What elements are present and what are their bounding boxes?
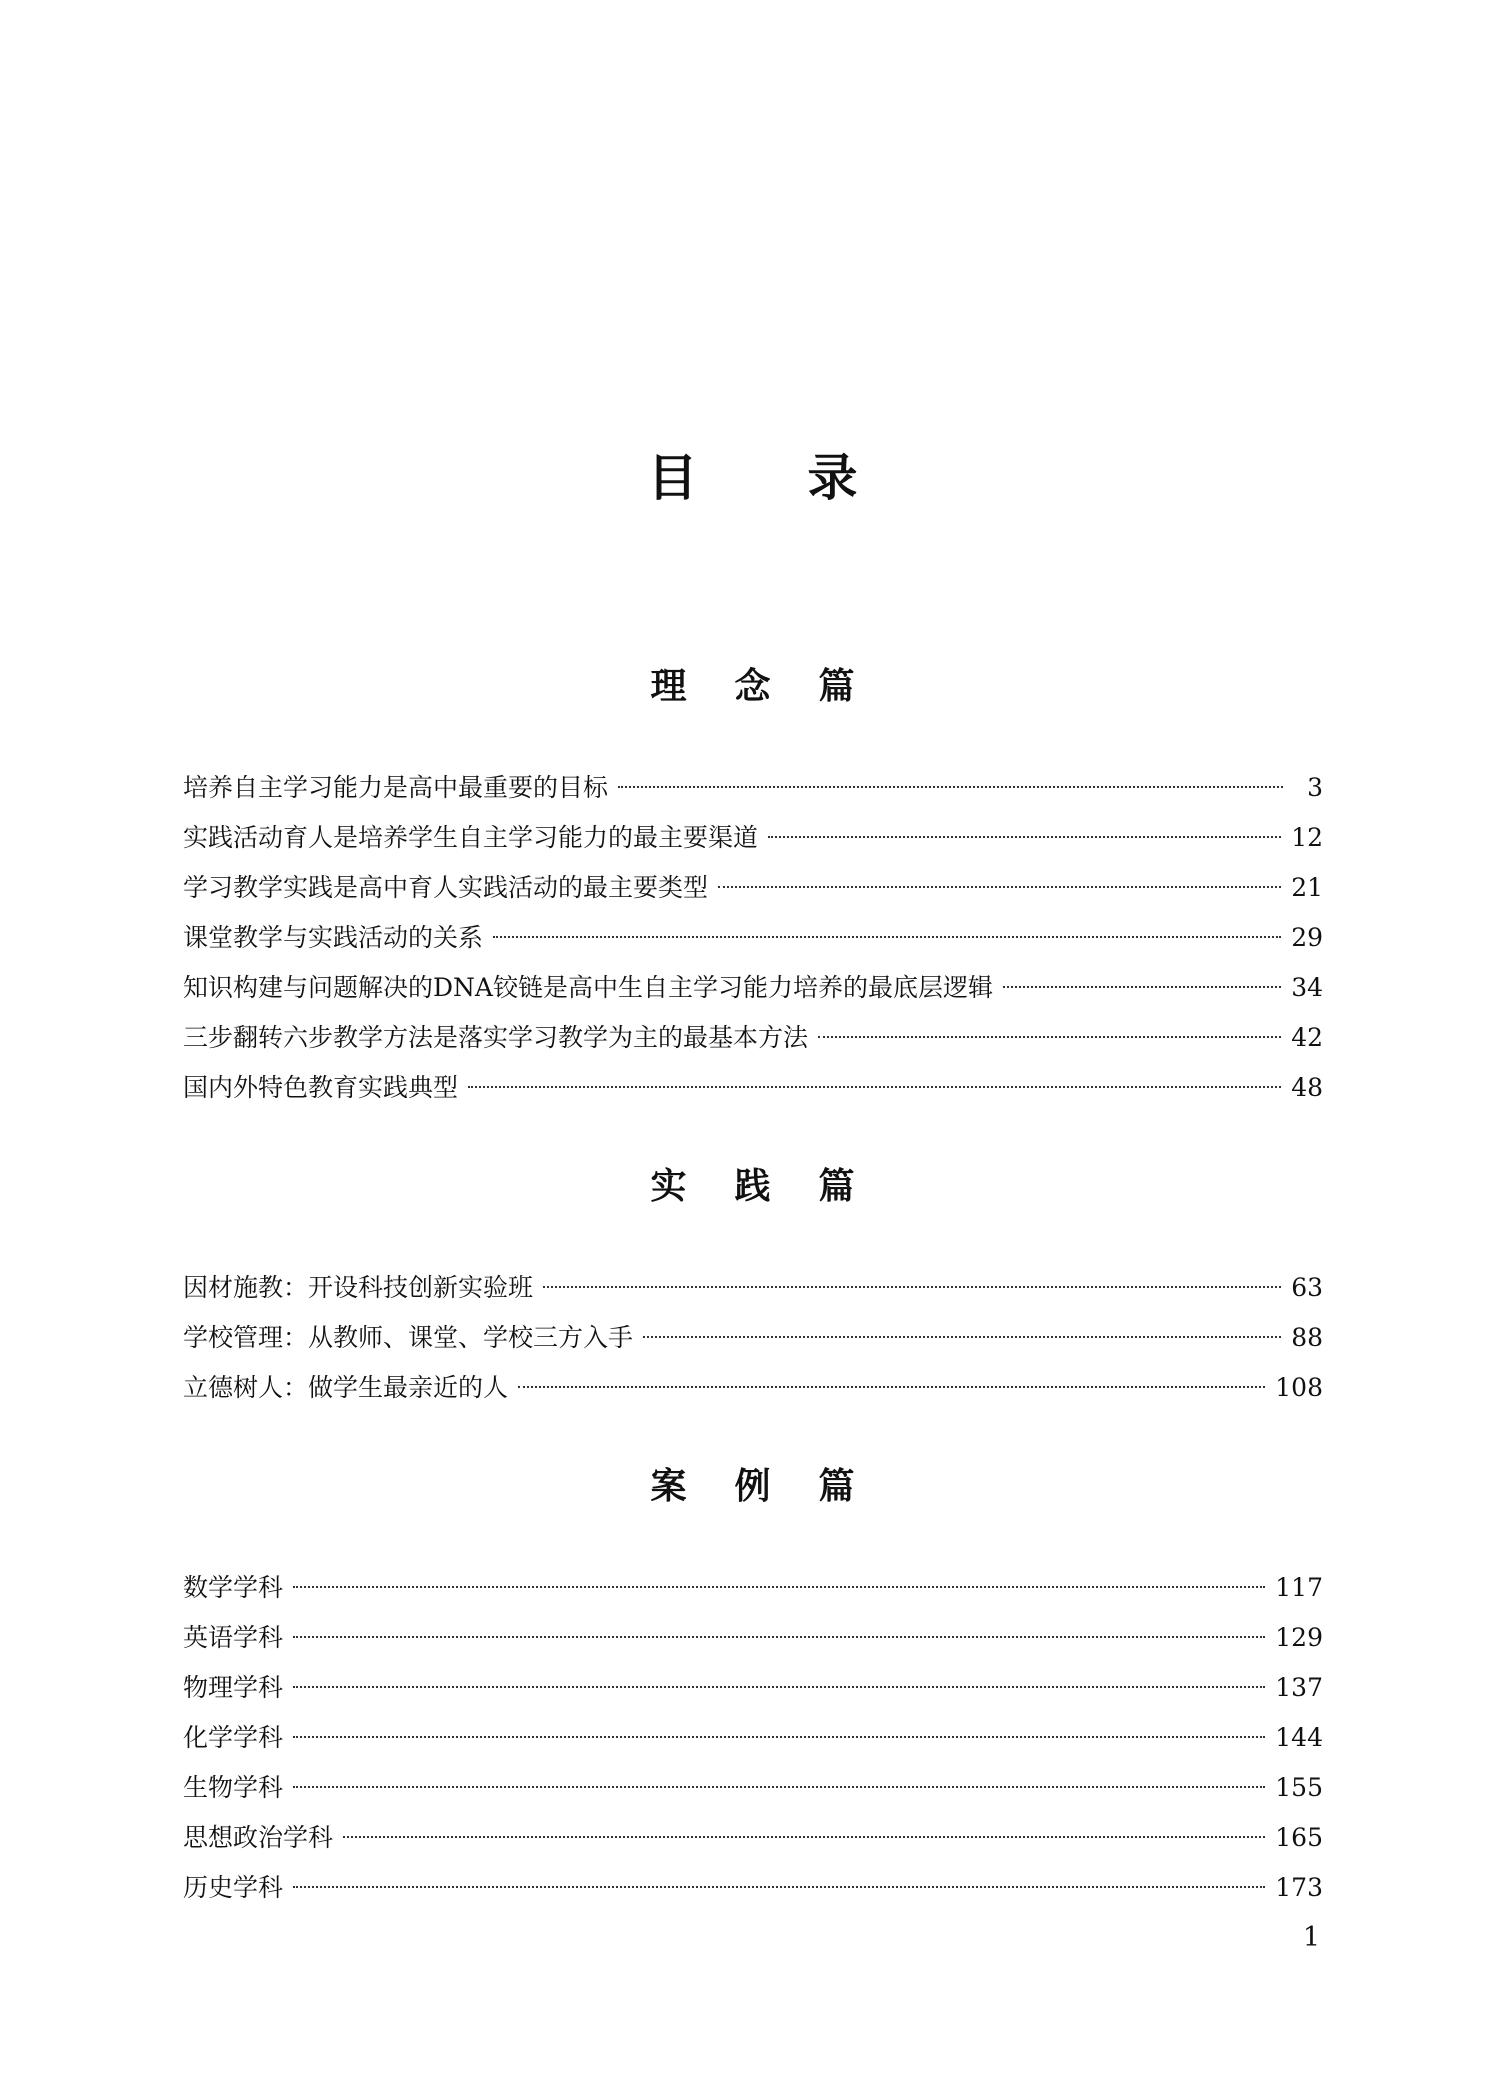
- toc-entry[interactable]: [183, 1263, 1323, 1313]
- toc-entry-page: 144: [1275, 1723, 1323, 1752]
- toc-entry[interactable]: [183, 1713, 1323, 1763]
- toc-entry[interactable]: [183, 763, 1323, 813]
- toc-entry-page: 88: [1291, 1323, 1323, 1352]
- toc-entry-title: 因材施教：开设科技创新实验班: [183, 1273, 534, 1302]
- toc-entry-title: 实践活动育人是培养学生自主学习能力的最主要渠道: [183, 823, 759, 852]
- toc-entry-title: 课堂教学与实践活动的关系: [183, 923, 484, 952]
- dot-leader: [293, 1586, 1265, 1588]
- toc-entry-page: 117: [1275, 1573, 1323, 1602]
- page-title-char: 录: [807, 448, 858, 507]
- toc-entry[interactable]: [183, 1613, 1323, 1663]
- toc-entry-page: 155: [1275, 1773, 1323, 1802]
- dot-leader: [493, 936, 1281, 938]
- dot-leader: [818, 1036, 1281, 1038]
- toc-entry[interactable]: [183, 913, 1323, 963]
- toc-entry[interactable]: [183, 863, 1323, 913]
- toc-entry-page: 48: [1291, 1073, 1323, 1102]
- page-title: [0, 448, 1505, 508]
- toc-entry-title: 化学学科: [183, 1723, 284, 1752]
- dot-leader: [643, 1336, 1281, 1338]
- toc-entry[interactable]: [183, 963, 1323, 1013]
- toc-entry-title: 国内外特色教育实践典型: [183, 1073, 459, 1102]
- dot-leader: [293, 1886, 1265, 1888]
- dot-leader: [293, 1786, 1265, 1788]
- toc-entry[interactable]: [183, 1313, 1323, 1363]
- toc-entry-title: 学校管理：从教师、课堂、学校三方入手: [183, 1323, 634, 1352]
- dot-leader: [768, 836, 1281, 838]
- dot-leader: [543, 1286, 1281, 1288]
- toc-entry-page: 108: [1275, 1373, 1323, 1402]
- page-number: 1: [1302, 1922, 1320, 1953]
- toc-entry[interactable]: [183, 1363, 1323, 1413]
- toc-entry-title: 历史学科: [183, 1873, 284, 1902]
- toc-entry-title: 物理学科: [183, 1673, 284, 1702]
- section-title-char: 篇: [818, 665, 855, 707]
- toc-entry-title: 思想政治学科: [183, 1823, 334, 1852]
- toc-entry-title: 培养自主学习能力是高中最重要的目标: [183, 773, 609, 802]
- toc-entry-title: 三步翻转六步教学方法是落实学习教学为主的最基本方法: [183, 1023, 809, 1052]
- section-title-concept: [0, 664, 1505, 708]
- toc-entry-page: 3: [1307, 773, 1323, 802]
- section-title-char: 篇: [818, 1465, 855, 1507]
- toc-entry-title: 生物学科: [183, 1773, 284, 1802]
- toc-entry[interactable]: [183, 1863, 1323, 1913]
- toc-entry[interactable]: [183, 1013, 1323, 1063]
- toc-list-concept: [183, 763, 1323, 1113]
- section-title-char: 例: [734, 1465, 771, 1507]
- section-title-char: 践: [734, 1165, 771, 1207]
- toc-entry-page: 137: [1275, 1673, 1323, 1702]
- toc-list-cases: [183, 1563, 1323, 1913]
- dot-leader: [293, 1636, 1265, 1638]
- toc-entry[interactable]: [183, 1663, 1323, 1713]
- toc-entry-page: 63: [1291, 1273, 1323, 1302]
- section-title-char: 理: [650, 665, 687, 707]
- toc-entry[interactable]: [183, 1813, 1323, 1863]
- dot-leader: [293, 1686, 1265, 1688]
- dot-leader: [293, 1736, 1265, 1738]
- toc-entry-page: 34: [1291, 973, 1323, 1002]
- toc-entry-title: 立德树人：做学生最亲近的人: [183, 1373, 509, 1402]
- section-title-char: 念: [734, 665, 771, 707]
- dot-leader: [343, 1836, 1265, 1838]
- dot-leader: [718, 886, 1281, 888]
- toc-entry-page: 165: [1275, 1823, 1323, 1852]
- toc-entry-page: 21: [1291, 873, 1323, 902]
- toc-entry-title: 知识构建与问题解决的DNA铰链是高中生自主学习能力培养的最底层逻辑: [183, 973, 993, 1002]
- toc-entry-page: 173: [1275, 1873, 1323, 1902]
- toc-entry-page: 129: [1275, 1623, 1323, 1652]
- toc-entry-page: 12: [1291, 823, 1323, 852]
- toc-entry-title: 学习教学实践是高中育人实践活动的最主要类型: [183, 873, 709, 902]
- section-title-cases: [0, 1464, 1505, 1508]
- dot-leader: [1003, 986, 1281, 988]
- toc-entry[interactable]: [183, 1563, 1323, 1613]
- toc-entry[interactable]: [183, 813, 1323, 863]
- toc-entry-page: 29: [1291, 923, 1323, 952]
- section-title-char: 篇: [818, 1165, 855, 1207]
- dot-leader: [468, 1086, 1281, 1088]
- section-title-char: 实: [650, 1165, 687, 1207]
- section-title-char: 案: [650, 1465, 687, 1507]
- section-title-practice: [0, 1164, 1505, 1208]
- dot-leader: [518, 1386, 1265, 1388]
- dot-leader: [618, 786, 1283, 788]
- toc-entry-title: 数学学科: [183, 1573, 284, 1602]
- toc-entry[interactable]: [183, 1763, 1323, 1813]
- page-title-char: 目: [647, 448, 698, 507]
- toc-entry[interactable]: [183, 1063, 1323, 1113]
- toc-list-practice: [183, 1263, 1323, 1413]
- toc-entry-title: 英语学科: [183, 1623, 284, 1652]
- toc-entry-page: 42: [1291, 1023, 1323, 1052]
